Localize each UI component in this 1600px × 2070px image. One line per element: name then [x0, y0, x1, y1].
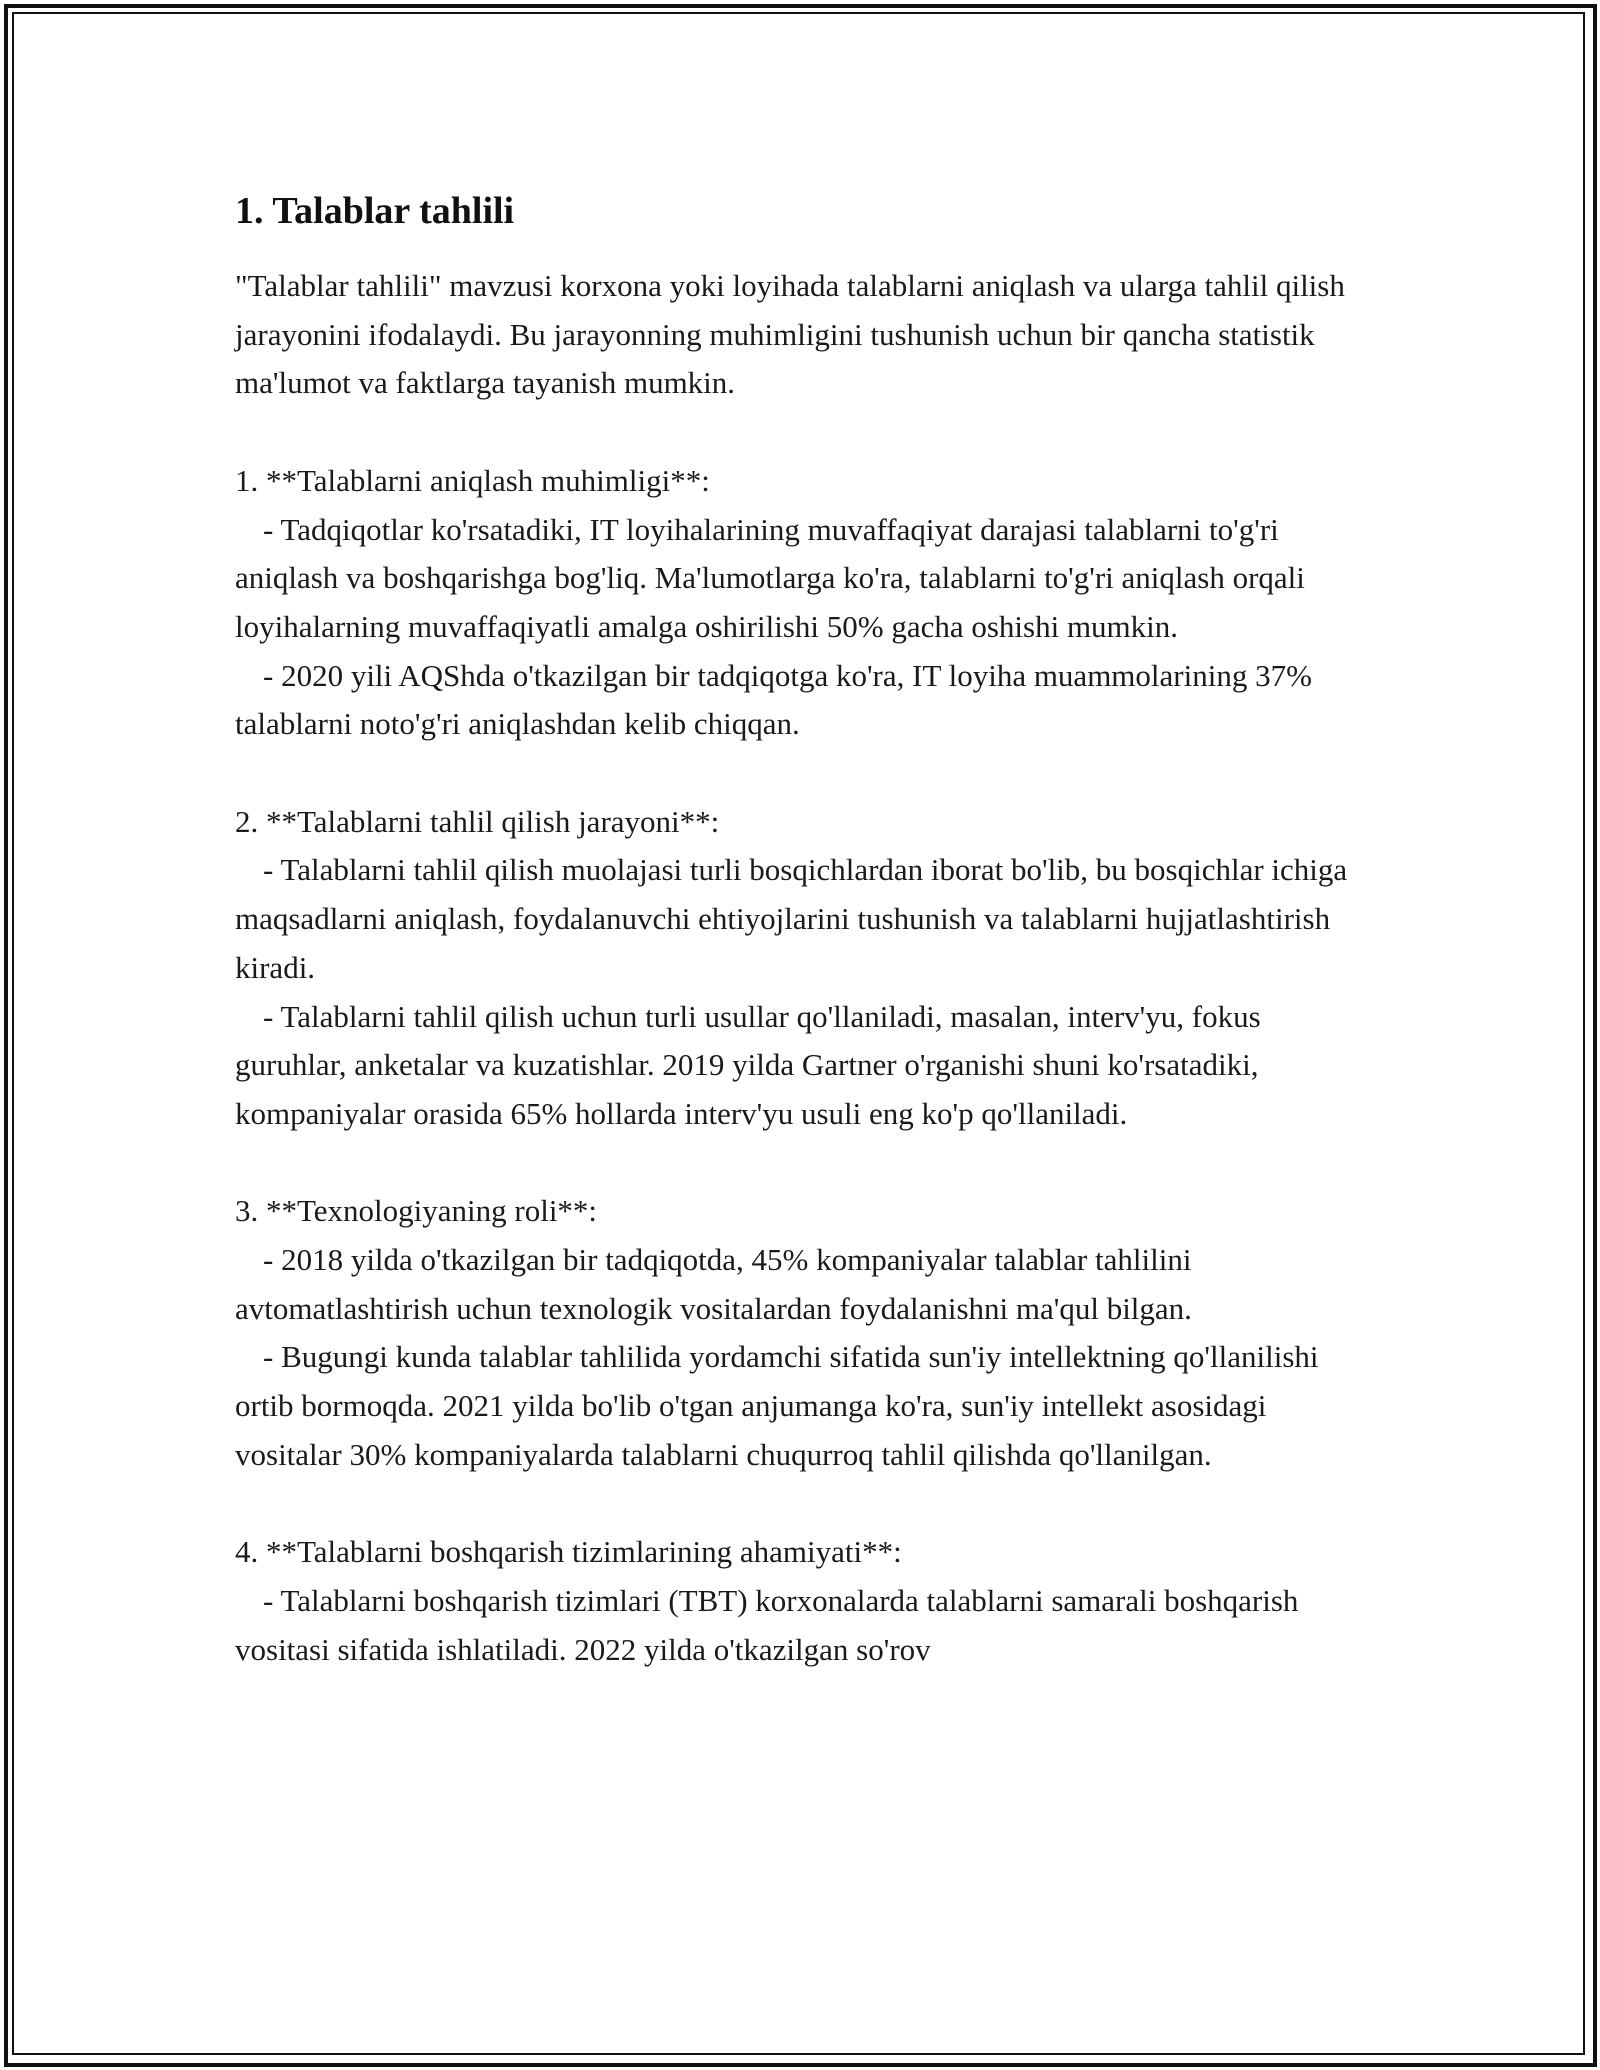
- section-technology-role: [235, 1187, 1365, 1479]
- document-body: [235, 186, 1365, 1723]
- section-heading: 4. **Talablarni boshqarish tizimlarining ahamiyati**:: [235, 1534, 902, 1570]
- section-heading: 1. **Talablarni aniqlash muhimligi**:: [235, 462, 710, 498]
- section-bullet: - 2020 yili AQShda o'tkazilgan bir tadqiqotga ko'ra, IT loyiha muammolarining 37% talablarni noto'g'ri aniqlashdan kelib chiqqan.: [235, 657, 1312, 742]
- section-requirements-importance: [235, 457, 1365, 749]
- section-bullet: - 2018 yilda o'tkazilgan bir tadqiqotda, 45% kompaniyalar talablar tahlilini avtomatlashtirish uchun texnologik vositalardan foydalanishni ma'qul bilgan.: [235, 1242, 1192, 1326]
- section-heading: 3. **Texnologiyaning roli**:: [235, 1193, 598, 1229]
- section-bullet: - Talablarni tahlil qilish uchun turli usullar qo'llaniladi, masalan, interv'yu, fokus guruhlar, anketalar va kuzatishlar. 2019 yilda Gartner o'rganishi shuni ko'rsatadiki, kompaniyalar orasida 65% hollarda interv'yu usuli eng ko'p qo'llaniladi.: [235, 998, 1261, 1131]
- section-bullet: - Talablarni boshqarish tizimlari (TBT) korxonalarda talablarni samarali boshqarish vositasi sifatida ishlatiladi. 2022 yilda o'tkazilgan so'rov: [235, 1582, 1299, 1667]
- section-heading: 2. **Talablarni tahlil qilish jarayoni**:: [235, 803, 720, 839]
- section-bullet: - Bugungi kunda talablar tahlilida yordamchi sifatida sun'iy intellektning qo'llanilishi ortib bormoqda. 2021 yilda bo'lib o'tgan anjumanga ko'ra, sun'iy intellekt asosidagi vositalar 30% kompaniyalarda talablarni chuqurroq tahlil qilishda qo'llanilgan.: [235, 1339, 1319, 1472]
- section-bullet: - Tadqiqotlar ko'rsatadiki, IT loyihalarining muvaffaqiyat darajasi talablarni to'g'ri aniqlash va boshqarishga bog'liq. Ma'lumotlarga ko'ra, talablarni to'g'ri aniqlash orqali loyihalarning muvaffaqiyatli amalga oshirilishi 50% gacha oshishi mumkin.: [235, 511, 1305, 644]
- intro-paragraph: "Talablar tahlili" mavzusi korxona yoki loyihada talablarni aniqlash va ularga tahlil qilish jarayonini ifodalaydi. Bu jarayonning muhimligini tushunish uchun bir qancha statistik ma'lumot va faktlarga tayanish mumkin.: [235, 268, 1345, 401]
- section-management-systems: [235, 1528, 1365, 1674]
- section-analysis-process: [235, 798, 1365, 1139]
- section-bullet: - Talablarni tahlil qilish muolajasi turli bosqichlardan iborat bo'lib, bu bosqichlar ichiga maqsadlarni aniqlash, foydalanuvchi ehtiyojlarini tushunish va talablarni hujjatlashtirish kiradi.: [235, 852, 1348, 985]
- document-title: 1. Talablar tahlili: [235, 190, 515, 232]
